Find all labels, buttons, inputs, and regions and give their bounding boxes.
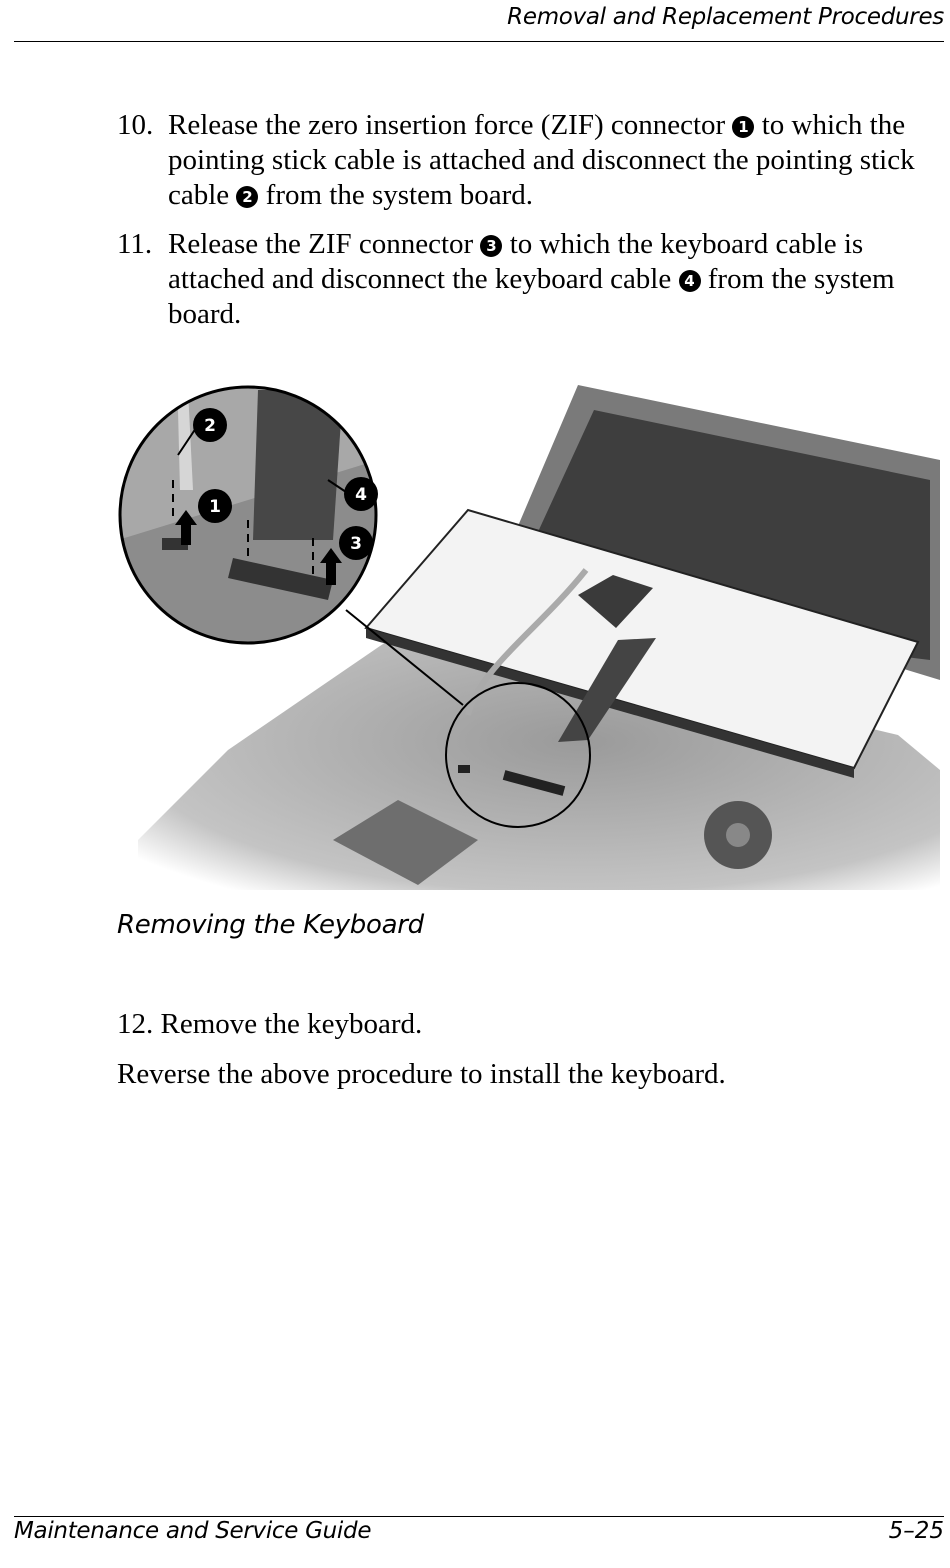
step-number: 10. [117,109,154,141]
step-text: from the system board. [168,263,895,330]
step-text: Release the ZIF connector [168,228,481,260]
step-text: from the system board. [258,179,534,211]
svg-text:2: 2 [204,416,216,436]
step-11 [117,227,937,332]
step-12 [117,1007,422,1042]
callout-badge: 3 [480,235,502,257]
figure-caption: Removing the Keyboard [117,910,424,940]
zoom-detail [118,370,378,670]
keyboard-removal-figure [118,370,940,890]
keyboard-cable-closeup [253,390,343,540]
step-number: 12. [117,1008,154,1040]
footer-title: Maintenance and Service Guide [14,1518,372,1544]
step-text: Remove the keyboard. [160,1008,423,1040]
zif-connector-pointing-stick [458,765,470,773]
laptop-illustration [118,370,940,890]
callout-badge: 4 [679,270,701,292]
step-number: 11. [117,228,153,260]
callout-badge: 1 [732,116,754,138]
step-text: Release the zero insertion force (ZIF) connector [168,109,733,141]
step-text: to which the pointing stick cable is attached and disconnect the pointing stick cable [168,109,915,211]
header-rule [14,41,944,42]
svg-text:4: 4 [355,485,367,505]
svg-text:1: 1 [209,497,221,517]
step-10 [117,108,937,213]
svg-text:3: 3 [350,534,362,554]
procedure-steps [117,108,937,346]
footer-rule [14,1516,944,1517]
step-text: to which the keyboard cable is attached and disconnect the keyboard cable [168,228,864,295]
page-number: 5–25 [888,1518,944,1544]
closing-note: Reverse the above procedure to install the keyboard. [117,1058,726,1090]
running-header: Removal and Replacement Procedures [507,4,944,30]
callout-badge: 2 [236,186,258,208]
